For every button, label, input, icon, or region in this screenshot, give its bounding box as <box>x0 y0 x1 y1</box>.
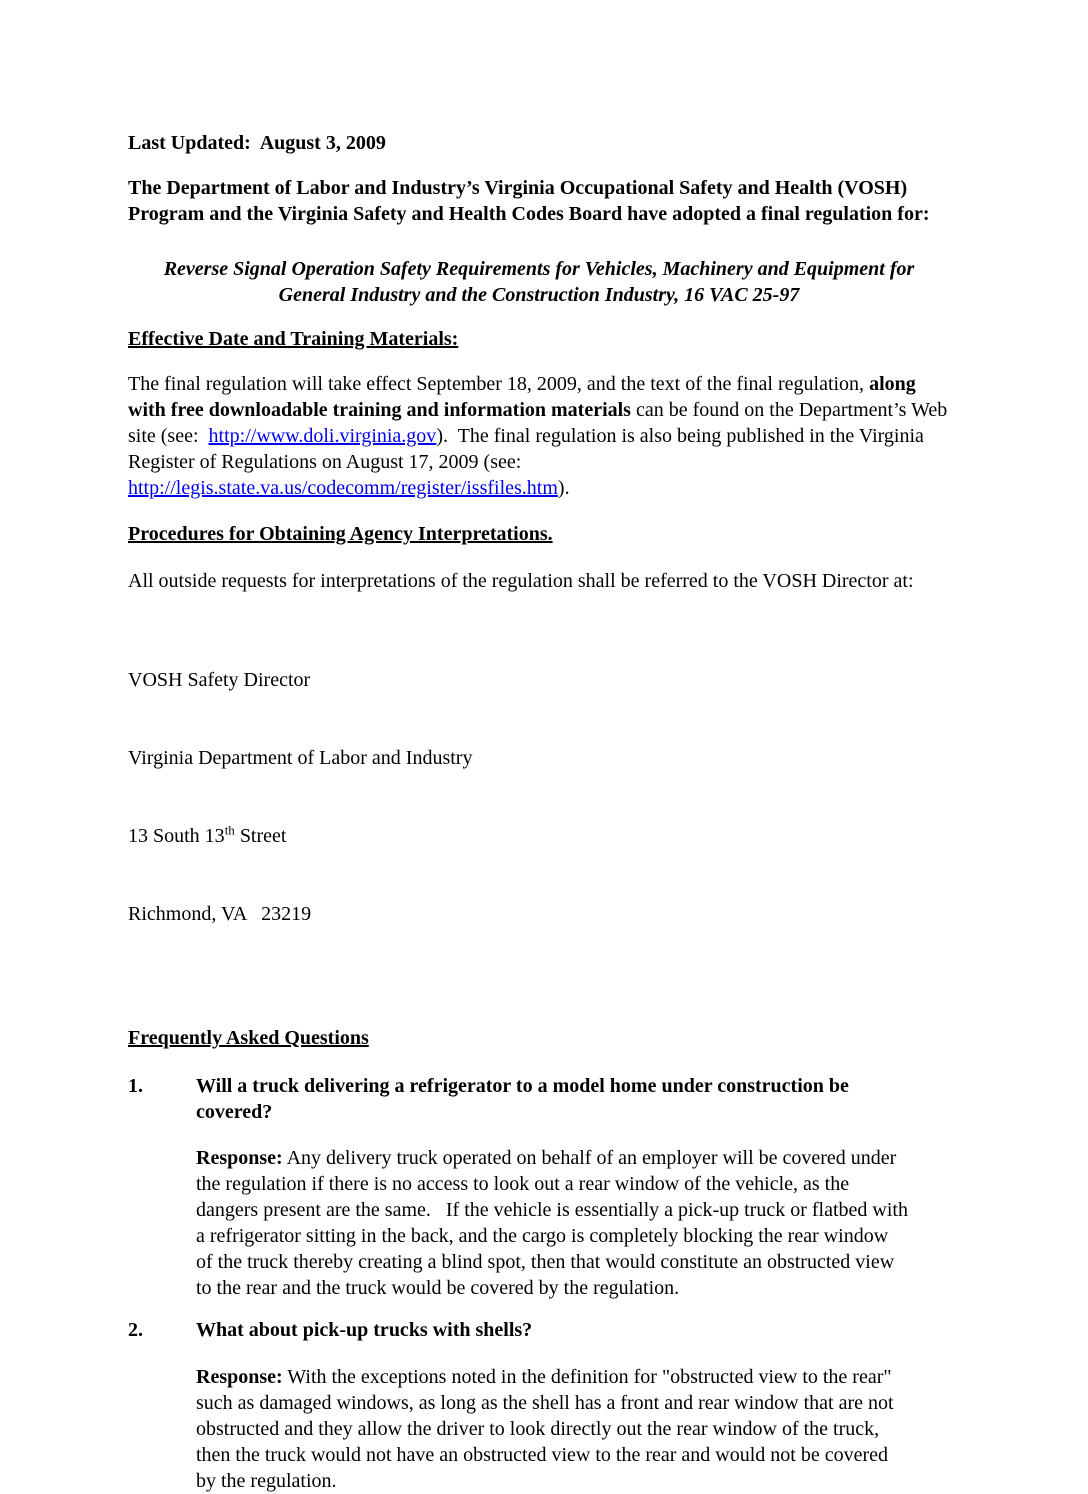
address-line-city: Richmond, VA 23219 <box>128 903 312 925</box>
address-line-department: Virginia Department of Labor and Industry <box>128 747 473 769</box>
text-run: The final regulation will take effect September 18, 2009, and the text of the final regulation, <box>128 373 870 395</box>
faq-question-2 <box>128 1317 950 1343</box>
faq-question-1 <box>128 1073 950 1125</box>
procedures-paragraph: All outside requests for interpretations of the regulation shall be referred to the VOSH Director at: <box>128 570 914 592</box>
address-line-street <box>128 823 950 849</box>
question-text: Will a truck delivering a refrigerator to a model home under construction be covered? <box>196 1075 854 1123</box>
response-text: With the exceptions noted in the definition for "obstructed view to the rear" such as damaged windows, as long as the shell has a front and rear window that are not obstructed and they allow the driver to look directly out the rear window of the truck, then the truck would not have an obstructed view to the rear and would not be covered by the regulation. <box>196 1366 899 1492</box>
question-number: 2. <box>128 1319 143 1341</box>
response-text: Any delivery truck operated on behalf of an employer will be covered under the regulation if there is no access to look out a rear window of the vehicle, as the dangers present are the same. If the vehicle is essentially a pick-up truck or flatbed with a refrigerator sitting in the back, and the cargo is completely blocking the rear window of the truck thereby creating a blind spot, then that would constitute an obstructed view to the rear and the truck would be covered by the regulation. <box>196 1147 913 1299</box>
address-block <box>128 615 950 979</box>
text-run: can be found on the Department’s Web site (see: <box>128 399 953 447</box>
faq-response-1 <box>196 1145 913 1301</box>
response-label: Response: <box>196 1366 283 1388</box>
bold-text-run: along with free downloadable training and information materials <box>128 373 921 421</box>
regulation-title: Reverse Signal Operation Safety Requirements for Vehicles, Machinery and Equipment for General Industry and the Construction Industry, 16 VAC 25-97 <box>163 258 920 306</box>
doli-website-link[interactable]: http://www.doli.virginia.gov <box>208 425 437 447</box>
faq-response-2 <box>196 1364 908 1494</box>
intro-paragraph: The Department of Labor and Industry’s Virginia Occupational Safety and Health (VOSH) Program and the Virginia Safety and Health Codes Board have adopted a final regulation for: <box>128 177 930 225</box>
section-heading-faq: Frequently Asked Questions <box>128 1027 369 1049</box>
question-number: 1. <box>128 1075 143 1097</box>
question-text: What about pick-up trucks with shells? <box>196 1319 533 1341</box>
text-run: 13 South 13 <box>128 825 225 847</box>
text-run: ). <box>557 477 570 499</box>
section-heading-procedures: Procedures for Obtaining Agency Interpretations. <box>128 523 553 545</box>
text-run: ). The final regulation is also being published in the Virginia Register of Regulations on August 17, 2009 (see: <box>128 425 929 473</box>
section-heading-effective-date: Effective Date and Training Materials: <box>128 328 459 350</box>
effective-date-paragraph <box>128 371 953 501</box>
response-label: Response: <box>196 1147 283 1169</box>
ordinal-suffix: th <box>224 822 235 838</box>
address-line-name: VOSH Safety Director <box>128 669 311 691</box>
text-run: Street <box>234 825 287 847</box>
last-updated-line: Last Updated: August 3, 2009 <box>128 132 386 154</box>
register-issfiles-link[interactable]: http://legis.state.va.us/codecomm/register/issfiles.htm <box>128 477 558 499</box>
